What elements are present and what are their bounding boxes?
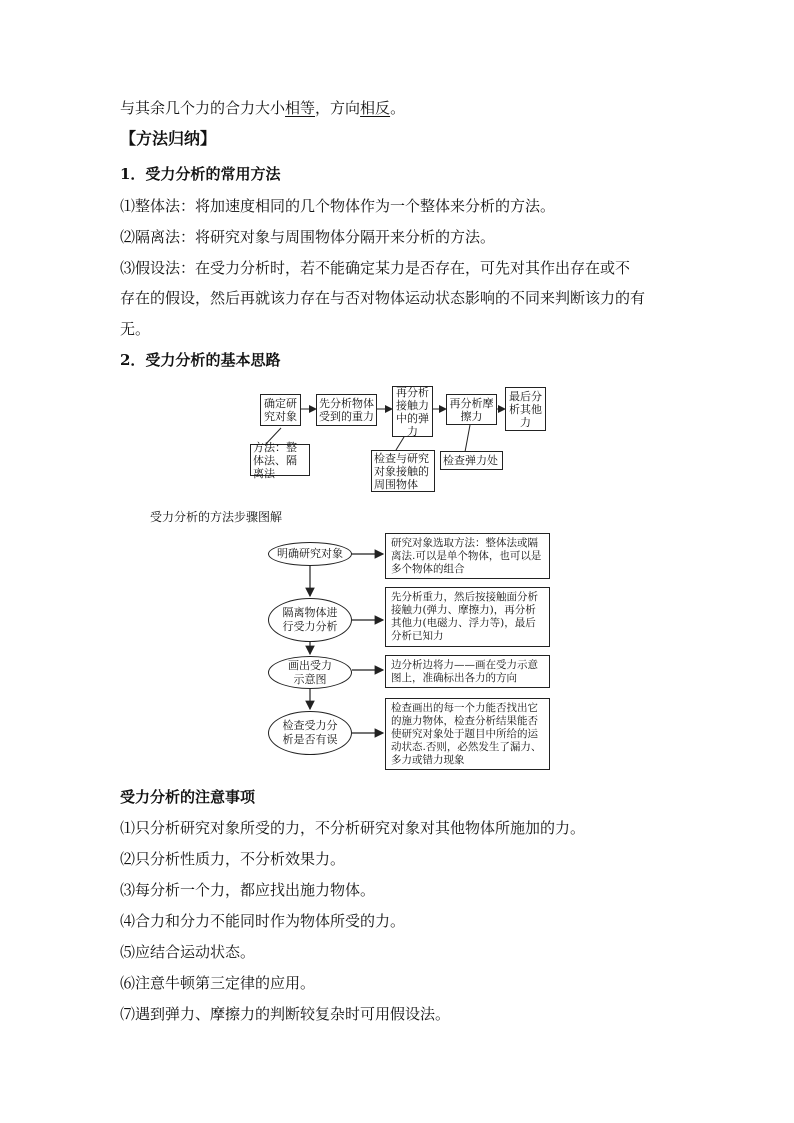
flow2-caption: 受力分析的方法步骤图解 [150, 510, 283, 524]
section3-heading: 受力分析的注意事项 [120, 788, 256, 806]
flow2-step-check: 检查受力分析是否有误 [268, 711, 352, 755]
intro-text-mid: ，方向 [315, 99, 361, 117]
section3-item: ⑵只分析性质力，不分析效果力。 [120, 850, 346, 868]
underlined-answer-2: 相反 [360, 99, 391, 117]
section3-item: ⑺遇到弹力、摩擦力的判断较复杂时可用假设法。 [120, 1005, 451, 1023]
flow1-box-other-forces: 最后分析其他力 [505, 387, 546, 431]
flow1-box-elastic: 再分析接触力中的弹力 [392, 386, 433, 437]
flow1-note-check-contacts: 检查与研究对象接触的周围物体 [371, 450, 435, 492]
flow1-note-method: 方法：整体法、隔离法 [250, 444, 310, 476]
section1-item: ⑶假设法：在受力分析时，若不能确定某力是否存在，可先对其作出存在或不 [120, 259, 631, 277]
flow1-box-gravity: 先分析物体受到的重力 [316, 394, 377, 426]
flow2-step-draw-diagram: 画出受力示意图 [268, 656, 352, 689]
section1-item: ⑴整体法：将加速度相同的几个物体作为一个整体来分析的方法。 [120, 197, 556, 215]
section3-item: ⑴只分析研究对象所受的力，不分析研究对象对其他物体所施加的力。 [120, 819, 586, 837]
flow1-note-connector [465, 425, 470, 452]
section3-item: ⑹注意牛顿第三定律的应用。 [120, 974, 316, 992]
flow2-note-check: 检查画出的每一个力能否找出它的施力物体，检查分析结果能否使研究对象处于题目中所给的运动状态.否则，必然发生了漏力、多力或错力现象 [385, 698, 550, 770]
flow1-box-define-object: 确定研究对象 [260, 394, 301, 426]
intro-text-end: 。 [390, 99, 406, 117]
section3-item: ⑸应结合运动状态。 [120, 943, 256, 961]
section1-item: ⑵隔离法：将研究对象与周围物体分隔开来分析的方法。 [120, 228, 496, 246]
section2-heading: 2．受力分析的基本思路 [120, 351, 281, 369]
flow2-note-object-selection: 研究对象选取方法：整体法或隔离法.可以是单个物体，也可以是多个物体的组合 [385, 533, 550, 579]
underlined-answer-1: 相等 [285, 99, 316, 117]
section3-item: ⑷合力和分力不能同时作为物体所受的力。 [120, 912, 406, 930]
flow1-note-check-elastic: 检查弹力处 [440, 451, 503, 470]
flow1-box-friction: 再分析摩擦力 [446, 394, 497, 425]
flow2-step-isolate: 隔离物体进行受力分析 [268, 598, 352, 642]
section1-item: 无。 [120, 320, 151, 338]
flow2-note-draw: 边分析边将力——画在受力示意图上，准确标出各力的方向 [385, 655, 550, 688]
flow2-note-order: 先分析重力，然后按接触面分析接触力(弹力、摩擦力)，再分析其他力(电磁力、浮力等)，最后分析已知力 [385, 587, 550, 647]
flow1-note-connector [396, 437, 404, 450]
method-heading: 【方法归纳】 [120, 129, 217, 148]
section1-item: 存在的假设，然后再就该力存在与否对物体运动状态影响的不同来判断该力的有 [120, 289, 646, 307]
section1-heading: 1．受力分析的常用方法 [120, 165, 281, 183]
intro-text: 与其余几个力的合力大小 [120, 99, 286, 117]
section3-item: ⑶每分析一个力，都应找出施力物体。 [120, 881, 376, 899]
flow2-step-define-object: 明确研究对象 [268, 542, 352, 566]
